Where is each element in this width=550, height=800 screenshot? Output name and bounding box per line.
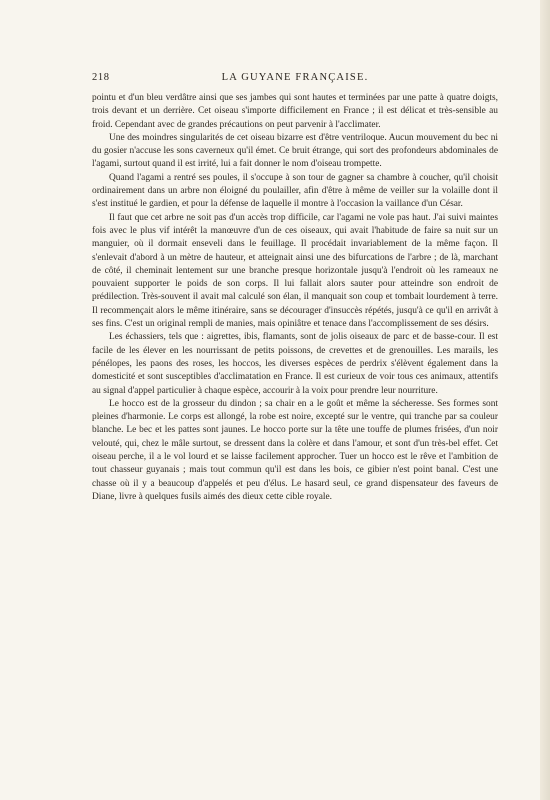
paragraph: Le hocco est de la grosseur du dindon ; sa chair en a le goût et même la sécheresse. Ses formes sont pleines d'harmonie. Le corps est allongé, la robe est noire, excepté sur le ventre, qui tranche par sa couleur blanche. Le bec et les pattes sont jaunes. Le hocco porte sur la tête une touffe de plumes frisées, d'un noir velouté, qui, chez le mâle surtout, se dressent dans la colère et dans l'amour, et sont d'un très-bel effet. Cet oiseau perche, il a le vol lourd et se laisse facilement approcher. Tuer un hocco est le rêve et l'ambition de tout chasseur guyanais ; mais tout commun qu'il est dans les bois, ce gibier n'est point banal. C'est une chasse où il y a beaucoup d'appelés et peu d'élus. Le hasard seul, ce grand dispensateur des faveurs de Diane, livre à quelques fusils aimés des dieux cette cible royale. [92, 398, 498, 502]
paragraph-continued: pointu et d'un bleu verdâtre ainsi que ses jambes qui sont hautes et terminées par une patte à quatre doigts, trois devant et un derrière. Cet oiseau s'importe difficilement en France ; il est délicat et très-sensible au froid. Cependant avec de grandes précautions on peut parvenir à l'acclimater. [92, 93, 498, 130]
running-title: LA GUYANE FRANÇAISE. [221, 72, 369, 83]
paragraph: Les échassiers, tels que : aigrettes, ibis, flamants, sont de jolis oiseaux de parc et de basse-cour. Il est facile de les élever en les nourrissant de petits poissons, de crevettes et de grenouilles. Les marails, les pénélopes, les paons des roses, les hoccos, les diverses espèces de perdrix s'élèvent également dans la domesticité et sont susceptibles d'acclimatation en France. Il est curieux de voir tous ces animaux, attentifs au signal d'appel particulier à chaque espèce, accourir à la voix pour prendre leur nourriture. [92, 332, 498, 396]
paragraph: Une des moindres singularités de cet oiseau bizarre est d'être ventriloque. Aucun mouvement du bec ni du gosier n'accuse les sons caverneux qu'il émet. Ce bruit étrange, qui sort des profondeurs abdominales de l'agami, surtout quand il est irrité, lui a fait donner le nom d'oiseau trompette. [92, 132, 498, 170]
paragraph: Il faut que cet arbre ne soit pas d'un accès trop difficile, car l'agami ne vole pas haut. J'ai suivi maintes fois avec le plus vif intérêt la manœuvre d'un de ces oiseaux, qui avait l'habitude de faire sa nuit sur un manguier, où il dormait enseveli dans le feuillage. Il procédait invariablement de la même façon. Il s'enlevait d'abord à un mètre de hauteur, et atteignait ainsi une des bifurcations de l'arbre ; de là, marchant de côté, il cheminait lentement sur une branche presque horizontale jusqu'à l'endroit où les rameaux ne pouvaient supporter le poids de son corps. Il lui fallait alors sauter pour atteindre son endroit de prédilection. Très-souvent il avait mal calculé son élan, il manquait son coup et tombait lourdement à terre. Il recommençait alors le même itinéraire, sans se décourager d'insuccès répétés, jusqu'à ce qu'il en arrivât à ses fins. C'est un original rempli de manies, mais opiniâtre et tenace dans l'accomplissement de ses désirs. [92, 212, 498, 330]
page-number: 218 [92, 72, 110, 83]
page-body [92, 92, 498, 504]
paragraph: Quand l'agami a rentré ses poules, il s'occupe à son tour de gagner sa chambre à coucher, qu'il choisit ordinairement dans un arbre non éloigné du poulailler, afin d'être à même de veiller sur la volaille dont il s'est institué le gardien, et pour la défense de laquelle il montre à l'occasion la vaillance d'un César. [92, 172, 498, 210]
